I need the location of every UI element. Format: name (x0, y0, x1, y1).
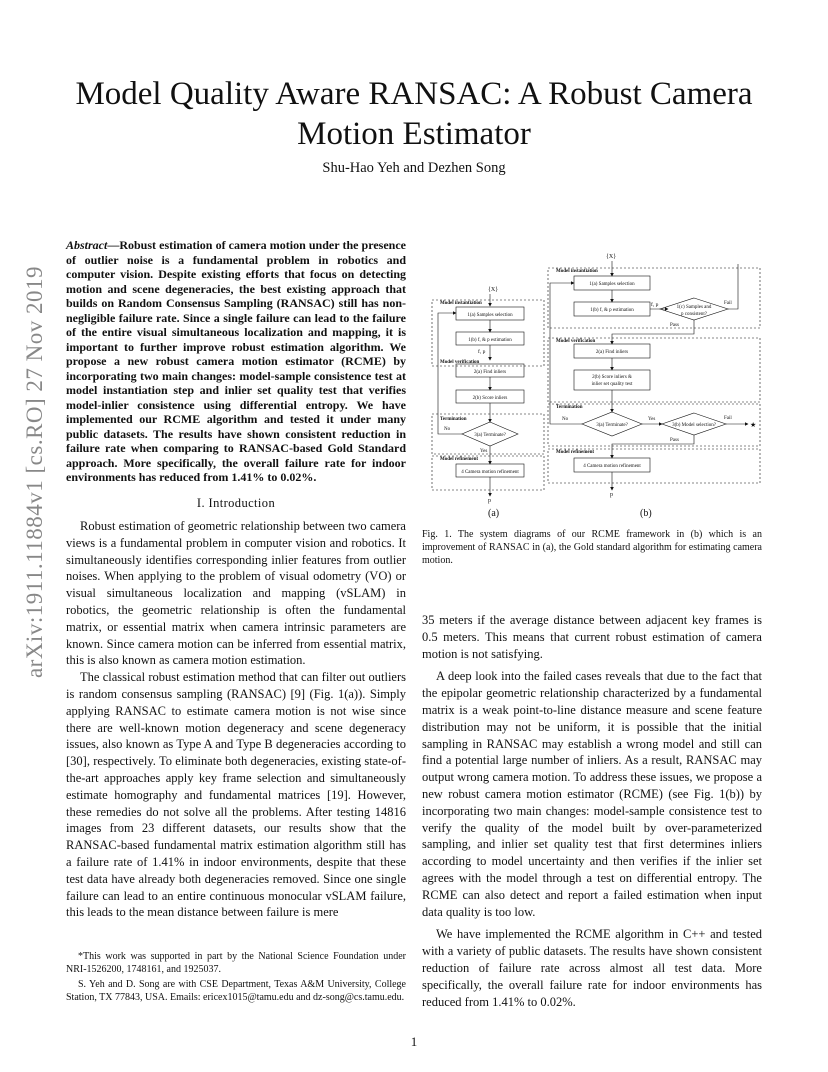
b-box-refinement: 4 Camera motion refinement (583, 464, 641, 469)
a-output: p (488, 498, 491, 504)
a-stage-instantiation: Model instantiation (440, 301, 482, 306)
a-decision: 3(a) Terminate? (474, 433, 506, 438)
paragraph: A deep look into the failed cases reveals that due to the fact that the epipolar geometric relationship characterized by a fundamental matrix is a weak point-to-line distance measure and scene feature distribution may not be uniform, it is possible that the initial sampling in RANSAC may establish a wrong model and still can find a potential large number of inliers. As a result, RANSAC may output wrong camera motion. To address these issues, we propose a new robust camera motion estimator (RCME) (see Fig. 1(b)) by incorporating two main changes: model-sample consistence test to verify the quality of the model built by over-parameterized sampling, and inlier set quality test that first determines inliers according to model uncertainty and then verifies if the inlier set agrees with the model through a test on differential entropy. The RCME can also detect and report a failed estimation when input data quality is too low. (422, 669, 762, 919)
b-output: p (610, 492, 613, 498)
b-stage-verification: Model verification (556, 339, 596, 344)
b-box-estimation: 1(b) f, & p estimation (590, 308, 634, 313)
b-fp: f, p (651, 302, 659, 308)
paragraph: The classical robust estimation method that can filter out outliers is random consensus sampling (RANSAC) [9] (Fig. 1(a)). Simply applying RANSAC to estimate camera motion is not wise since there are well-known motion degeneracy and scene degeneracy issues, also known as Type A and Type B degeneracies according to [30], respectively. To eliminate both degeneracies, existing state-of-the-art approaches apply key frame selection and simultaneously estimate homography and fundamental matrices [19]. However, these remedies do not solve all the problems. After testing 14816 images from 23 different datasets, our results show that the RANSAC-based fundamental matrix estimation algorithm still has a failure rate of 1.41% in indoor environments, despite that these test data have already both degeneracies removed. Since one single failure can lead to an entire continuous monocular vSLAM failure, this leads to the mean distance between failure is mere (66, 670, 406, 920)
b-box-find-inliers: 2(a) Find inliers (595, 350, 629, 355)
figure-caption: Fig. 1. The system diagrams of our RCME framework in (b) which is an improvement of RANSAC in (a), the Gold standard algorithm for estimating camera motion. (422, 529, 762, 566)
paragraph: We have implemented the RCME algorithm in C++ and tested with a variety of public datasets. The results have shown consistent reduction of failure rate across almost all test data. More specifically, the overall failure rate for indoor environments has reduced from 1.41% to 0.02%. (422, 927, 762, 1009)
abstract (66, 238, 406, 485)
title-line-2: Motion Estimator (297, 116, 531, 152)
b-box-samples: 1(a) Samples selection (589, 282, 635, 287)
b-star-icon: ★ (750, 421, 757, 429)
a-input: {X} (488, 287, 499, 293)
a-box-find-inliers: 2(a) Find inliers (473, 370, 507, 375)
a-no: No (444, 427, 451, 432)
diagram-a (432, 287, 544, 504)
paragraph: 35 meters if the average distance between adjacent key frames is 0.5 meters. This means that current robust estimation of camera motion is not satisfying. (422, 613, 762, 661)
section-heading: I. Introduction (196, 496, 276, 510)
a-stage-refinement: Model refinement (440, 457, 479, 462)
page-number: 1 (410, 1034, 418, 1049)
b-pass2: Pass (670, 438, 679, 443)
b-box-score-line2: inlier set quality test (591, 382, 633, 387)
b-fail2: Fail (724, 416, 732, 421)
a-box-samples: 1(a) Samples selection (467, 313, 513, 318)
a-box-refinement: 4 Camera motion refinement (461, 470, 519, 475)
a-yes: Yes (480, 449, 488, 454)
a-box-score-inliers: 2(b) Score inliers (472, 396, 508, 401)
b-stage-termination: Termination (556, 405, 583, 410)
diagram-b (548, 254, 760, 498)
b-stage-refinement: Model refinement (556, 450, 595, 455)
right-column (422, 612, 762, 1010)
a-stage-verification: Model verification (440, 360, 480, 365)
b-box-score-line1: 2(b) Score inliers & (592, 375, 632, 380)
label-a: (a) (488, 508, 500, 519)
footnote-funding: *This work was supported in part by the National Science Foundation under NRI-1526200, 1748161, and 1925037. (66, 951, 406, 975)
b-stage-instantiation: Model instantiation (556, 269, 598, 274)
footnotes (66, 950, 406, 1006)
a-stage-termination: Termination (440, 417, 467, 422)
b-decision1-line2: p consistent? (681, 312, 707, 317)
paper-title (40, 74, 788, 154)
a-fp: f, p (478, 349, 486, 355)
b-pass1: Pass (670, 323, 679, 328)
b-decision2: 3(a) Terminate? (596, 423, 628, 428)
system-diagram (422, 238, 782, 523)
authors: Shu-Hao Yeh and Dezhen Song (322, 160, 506, 176)
abstract-text: —Robust estimation of camera motion under the presence of outlier noise is a fundamental problem in robotics and computer vision. Despite existing efforts that focus on detecting motion and scene degeneracies, the best existing approach that builds on Random Consensus Sampling (RANSAC) still has non-negligible failure rate. Since a single failure can lead to the failure of the entire visual simultaneous localization and mapping, it is important to further improve robust estimation algorithm. We propose a new robust camera motion estimator (RCME) by incorporating two main changes: model-sample consistence test at model instantiation step and inlier set quality test that verifies model-inlier consistence using differential entropy. We have implemented our RCME algorithm and tested it under many public datasets. The results have shown consistent reduction in failure rate when comparing to RANSAC-based Gold Standard approach. More specifically, the overall failure rate for indoor environments has reduced from 1.41% to 0.02%. (66, 238, 406, 484)
arxiv-id: arXiv:1911.11884v1 [cs.RO] 27 Nov 2019 (22, 265, 47, 679)
abstract-label: Abstract (66, 238, 108, 252)
left-column (66, 518, 406, 921)
paragraph: Robust estimation of geometric relationship between two camera views is a fundamental problem in computer vision and robotics. It simultaneously identifies corresponding inlier features from outlier noises. When applying to the problem of visual odometry (VO) or visual simultaneous localization and mapping (vSLAM) in robotics, the geometric relationship is often the fundamental matrix, or essential matrix when camera intrinsic parameters are known. Since camera motion can be inferred from essential matrix, this is also known as camera motion estimation. (66, 519, 406, 668)
b-yes: Yes (648, 417, 656, 422)
b-input: {X} (606, 254, 617, 260)
b-decision3: 3(b) Model selection? (672, 423, 716, 428)
figure-1 (422, 238, 782, 523)
label-b: (b) (640, 508, 652, 519)
arxiv-sidebar (10, 265, 60, 679)
a-box-estimation: 1(b) f, & p estimation (468, 338, 512, 343)
b-no: No (562, 417, 569, 422)
b-decision1-line1: 1(c) Samples and (676, 305, 712, 310)
title-line-1: Model Quality Aware RANSAC: A Robust Camera (75, 76, 753, 112)
b-fail1: Fail (724, 301, 732, 306)
footnote-affiliation: S. Yeh and D. Song are with CSE Department, Texas A&M University, College Station, TX 77843, USA. Emails: ericex1015@tamu.edu and dz-song@cs.tamu.edu. (66, 979, 406, 1003)
